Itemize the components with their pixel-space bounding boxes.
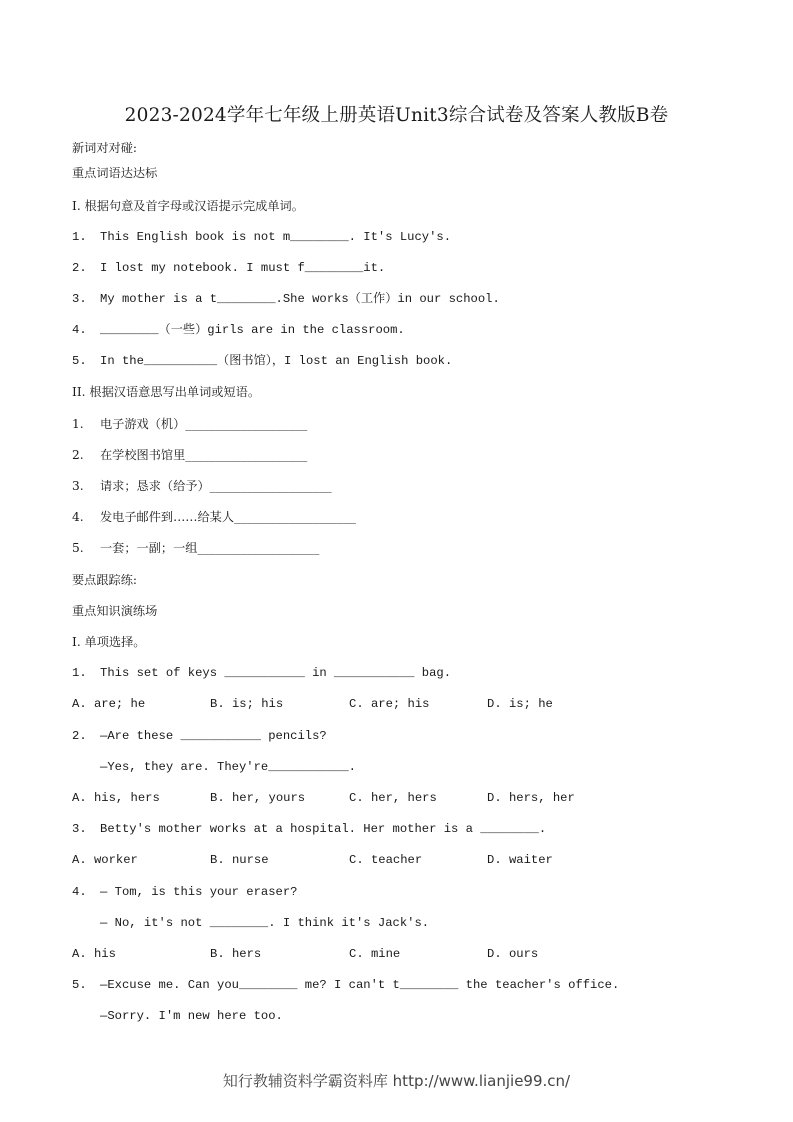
question-number: 5. bbox=[72, 978, 87, 992]
question-number: 4. bbox=[72, 885, 87, 899]
question-number: 3. bbox=[72, 822, 87, 836]
question-item bbox=[72, 320, 405, 340]
question-number: 1. bbox=[72, 417, 84, 431]
mc-question-stem-continued: —Sorry. I'm new here too. bbox=[100, 1009, 283, 1023]
option-c: C. are; his bbox=[349, 697, 430, 711]
section-heading-practice: 要点跟踪练: bbox=[72, 573, 138, 587]
question-number: 2. bbox=[72, 729, 87, 743]
option-a: A. his, hers bbox=[72, 791, 160, 805]
question-text: —Are these ___________ pencils? bbox=[100, 729, 327, 743]
option-a: A. worker bbox=[72, 853, 138, 867]
question-text: In the__________（图书馆），I lost an English book. bbox=[100, 354, 453, 368]
mc-question-stem bbox=[72, 975, 619, 995]
question-item bbox=[72, 445, 307, 465]
option-b: B. hers bbox=[210, 947, 262, 961]
question-number: 1. bbox=[72, 666, 87, 680]
mc-options-row bbox=[72, 850, 712, 870]
question-text: —Excuse me. Can you________ me? I can't t________ the teacher's office. bbox=[100, 978, 620, 992]
section-heading-new-words: 新词对对碰: bbox=[72, 141, 138, 155]
footer-watermark: 知行教辅资料学霸资料库 http://www.lianjie99.cn/ bbox=[222, 1072, 571, 1090]
option-a: A. his bbox=[72, 947, 116, 961]
mc-options-row bbox=[72, 694, 712, 714]
mc-options-row bbox=[72, 788, 712, 808]
option-c: C. teacher bbox=[349, 853, 423, 867]
question-number: 3. bbox=[72, 292, 87, 306]
part-title-write-phrases: II. 根据汉语意思写出单词或短语。 bbox=[72, 385, 261, 399]
part-title-complete-words: I. 根据句意及首字母或汉语提示完成单词。 bbox=[72, 199, 304, 213]
question-item bbox=[72, 351, 452, 371]
question-item bbox=[72, 538, 319, 558]
question-text: I lost my notebook. I must f________it. bbox=[100, 261, 386, 275]
question-text: 请求；恳求（给予）____________________ bbox=[100, 479, 332, 493]
page-title: 2023-2024学年七年级上册英语Unit3综合试卷及答案人教版B卷 bbox=[124, 105, 669, 126]
question-number: 2. bbox=[72, 261, 87, 275]
question-text: 在学校图书馆里____________________ bbox=[100, 448, 308, 462]
question-text: This English book is not m________. It's Lucy's. bbox=[100, 230, 452, 244]
option-b: B. her, yours bbox=[210, 791, 306, 805]
option-d: D. is; he bbox=[487, 697, 553, 711]
question-item bbox=[72, 414, 307, 434]
question-item bbox=[72, 476, 332, 496]
mc-question-stem-continued: — No, it's not ________. I think it's Jack's. bbox=[100, 916, 430, 930]
question-text: This set of keys ___________ in ___________ bag. bbox=[100, 666, 452, 680]
part-title-multiple-choice: I. 单项选择。 bbox=[72, 635, 146, 649]
option-a: A. are; he bbox=[72, 697, 146, 711]
mc-question-stem bbox=[72, 663, 451, 683]
question-number: 3. bbox=[72, 479, 84, 493]
mc-question-stem bbox=[72, 819, 546, 839]
question-text: — Tom, is this your eraser? bbox=[100, 885, 298, 899]
question-text: 电子游戏（机）____________________ bbox=[100, 417, 308, 431]
question-number: 1. bbox=[72, 230, 87, 244]
question-number: 4. bbox=[72, 323, 87, 337]
question-text: My mother is a t________.She works（工作）in our school. bbox=[100, 292, 500, 306]
question-text: ________（一些）girls are in the classroom. bbox=[100, 323, 405, 337]
option-c: C. mine bbox=[349, 947, 401, 961]
option-d: D. hers, her bbox=[487, 791, 575, 805]
mc-question-stem-continued: —Yes, they are. They're___________. bbox=[100, 760, 356, 774]
question-text: 一套；一副；一组____________________ bbox=[100, 541, 320, 555]
mc-question-stem bbox=[72, 726, 327, 746]
question-number: 5. bbox=[72, 354, 87, 368]
mc-question-stem bbox=[72, 882, 297, 902]
option-c: C. her, hers bbox=[349, 791, 437, 805]
section-subheading-vocabulary: 重点词语达达标 bbox=[72, 166, 158, 180]
question-item bbox=[72, 227, 451, 247]
mc-options-row bbox=[72, 944, 712, 964]
question-text: Betty's mother works at a hospital. Her mother is a ________. bbox=[100, 822, 547, 836]
question-number: 2. bbox=[72, 448, 84, 462]
option-b: B. nurse bbox=[210, 853, 269, 867]
option-b: B. is; his bbox=[210, 697, 284, 711]
question-item bbox=[72, 289, 500, 309]
question-number: 4. bbox=[72, 510, 84, 524]
option-d: D. waiter bbox=[487, 853, 553, 867]
question-text: 发电子邮件到……给某人____________________ bbox=[100, 510, 356, 524]
option-d: D. ours bbox=[487, 947, 539, 961]
section-subheading-knowledge: 重点知识演练场 bbox=[72, 604, 158, 618]
question-item bbox=[72, 507, 356, 527]
question-number: 5. bbox=[72, 541, 84, 555]
question-item bbox=[72, 258, 385, 278]
